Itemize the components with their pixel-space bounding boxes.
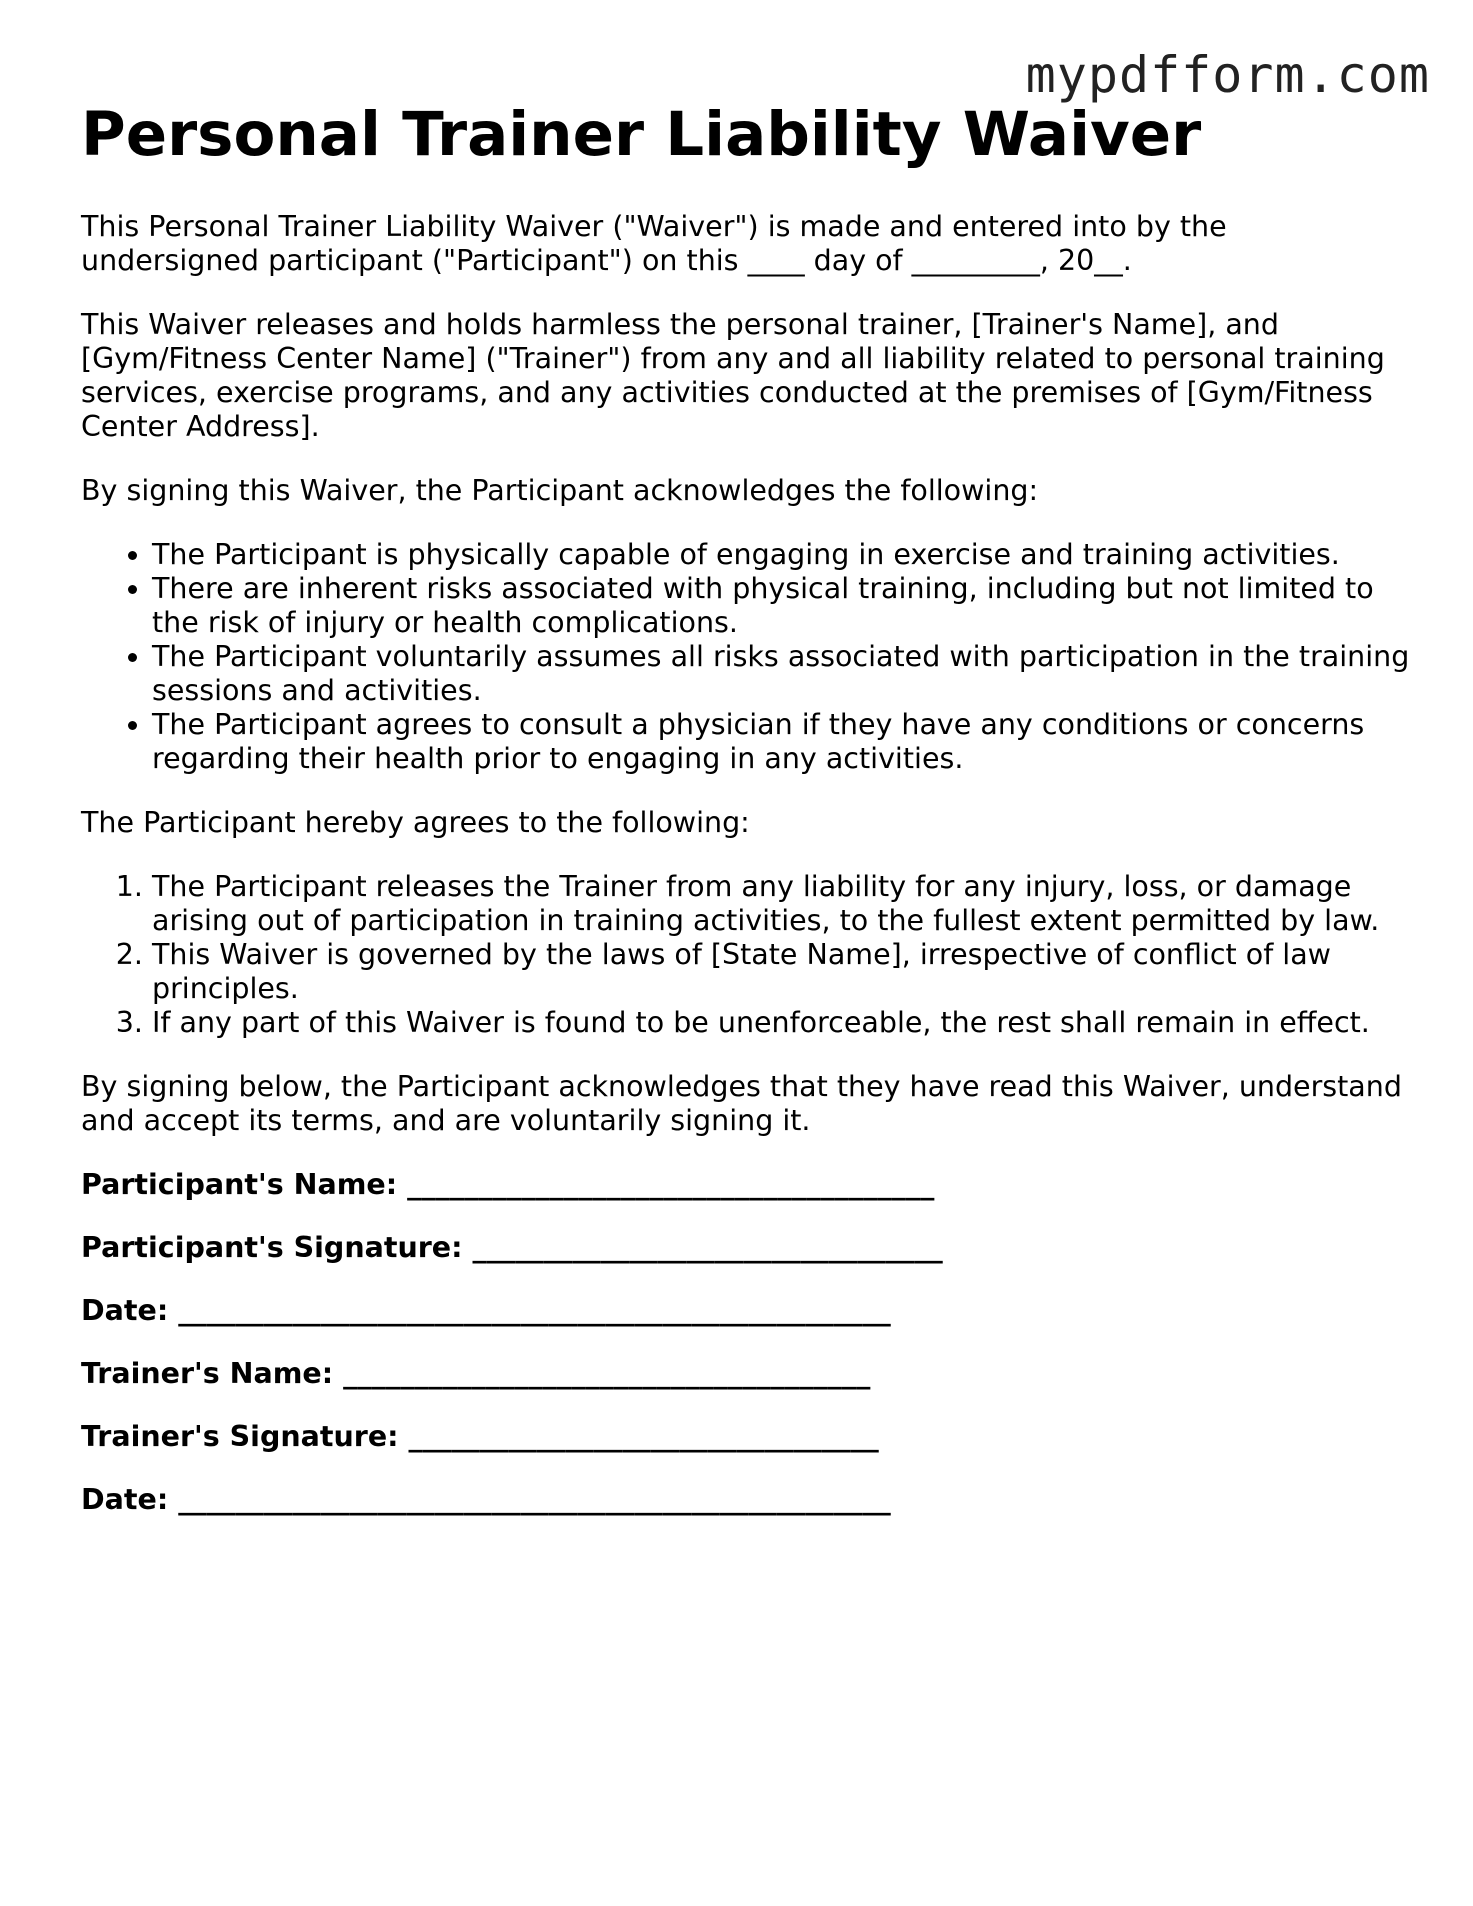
list-item: 2. This Waiver is governed by the laws of [State Name], irrespective of conflict of law principles. <box>152 938 1411 1006</box>
trainer-date-label: Date: <box>81 1483 169 1517</box>
acknowledgements-list <box>81 538 1411 776</box>
participant-name-field[interactable] <box>81 1168 1411 1202</box>
watermark: mypdfform.com <box>1025 46 1430 104</box>
participant-signature-blank[interactable]: _________________________________ <box>472 1231 943 1265</box>
document-page <box>81 100 1411 1546</box>
participant-name-label: Participant's Name: <box>81 1168 398 1202</box>
intro-paragraph: This Personal Trainer Liability Waiver ("Waiver") is made and entered into by the undersigned participant ("Participant") on this ____ day of _________, 20__. <box>81 210 1227 278</box>
acknowledges-paragraph: By signing this Waiver, the Participant acknowledges the following: <box>81 474 1039 508</box>
trainer-date-blank[interactable]: __________________________________________________ <box>178 1483 891 1517</box>
participant-signature-field[interactable] <box>81 1231 1411 1265</box>
page-title: Personal Trainer Liability Waiver <box>81 99 1202 170</box>
list-item: • There are inherent risks associated with physical training, including but not limited to the risk of injury or health complications. <box>152 572 1411 640</box>
participant-signature-label: Participant's Signature: <box>81 1231 463 1265</box>
participant-name-blank[interactable]: _____________________________________ <box>407 1168 935 1202</box>
agreements-list <box>81 870 1411 1040</box>
trainer-name-blank[interactable]: _____________________________________ <box>343 1357 871 1391</box>
participant-date-blank[interactable]: __________________________________________________ <box>178 1294 891 1328</box>
list-item: • The Participant is physically capable of engaging in exercise and training activities. <box>152 538 1411 572</box>
agrees-paragraph: The Participant hereby agrees to the following: <box>81 806 750 840</box>
list-item: • The Participant agrees to consult a physician if they have any conditions or concerns regarding their health prior to engaging in any activities. <box>152 708 1411 776</box>
trainer-name-field[interactable] <box>81 1357 1411 1391</box>
trainer-signature-label: Trainer's Signature: <box>81 1420 399 1454</box>
list-item: 3. If any part of this Waiver is found to be unenforceable, the rest shall remain in effect. <box>152 1006 1411 1040</box>
list-item: 1. The Participant releases the Trainer from any liability for any injury, loss, or damage arising out of participation in training activities, to the fullest extent permitted by law. <box>152 870 1411 938</box>
trainer-name-label: Trainer's Name: <box>81 1357 334 1391</box>
release-paragraph: This Waiver releases and holds harmless the personal trainer, [Trainer's Name], and [Gym/Fitness Center Name] ("Trainer") from any and all liability related to personal training services, exercise programs, and any activities conducted at the premises of [Gym/Fitness Center Address]. <box>81 308 1385 444</box>
closing-paragraph: By signing below, the Participant acknowledges that they have read this Waiver, understand and accept its terms, and are voluntarily signing it. <box>81 1070 1402 1138</box>
trainer-signature-blank[interactable]: _________________________________ <box>408 1420 879 1454</box>
participant-date-label: Date: <box>81 1294 169 1328</box>
trainer-date-field[interactable] <box>81 1483 1411 1517</box>
list-item: • The Participant voluntarily assumes all risks associated with participation in the training sessions and activities. <box>152 640 1411 708</box>
trainer-signature-field[interactable] <box>81 1420 1411 1454</box>
participant-date-field[interactable] <box>81 1294 1411 1328</box>
